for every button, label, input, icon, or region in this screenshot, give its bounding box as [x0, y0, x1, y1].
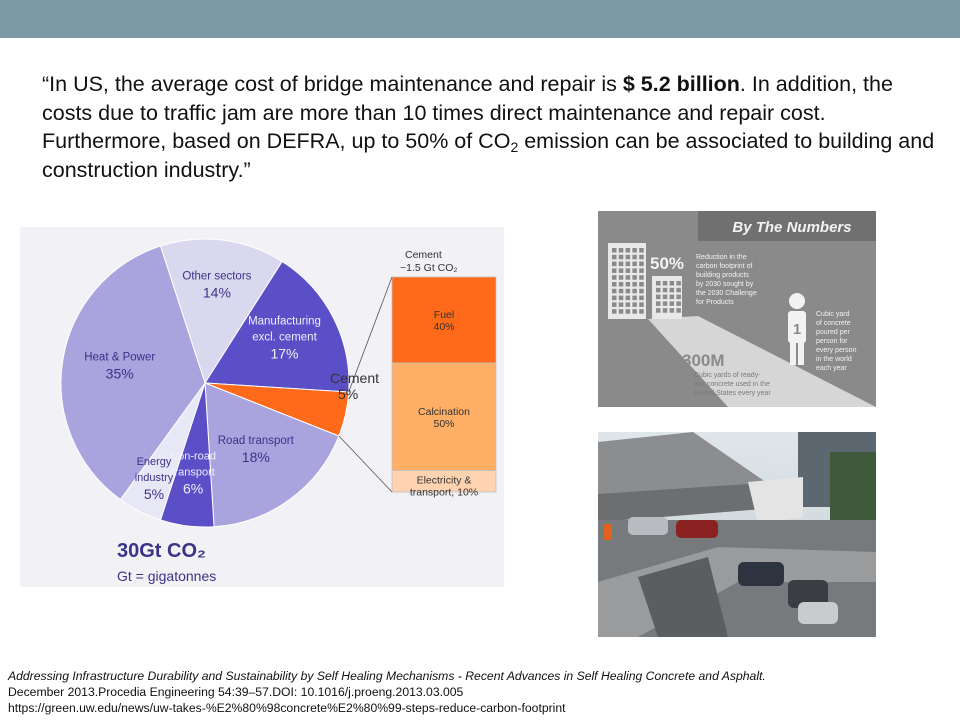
- stat-50-percent-caption: Reduction in the carbon footprint of building products by 2030 sought by the 2030 Challenge for Products: [696, 254, 757, 306]
- photo-car-1: [628, 517, 668, 535]
- photo-car-2: [676, 520, 718, 538]
- building-icon: [608, 243, 646, 319]
- by-the-numbers-infographic: [598, 211, 876, 407]
- title-bar: [0, 0, 960, 38]
- photo-car-5: [798, 602, 838, 624]
- chart-unit-note: Gt = gigatonnes: [117, 568, 217, 584]
- stat-300m: 300M: [682, 351, 725, 370]
- building-small-icon: [652, 276, 682, 319]
- photo-cone: [604, 524, 612, 540]
- pie-label-cement: Cement 5%: [330, 370, 380, 402]
- chart-total-label: 30Gt CO₂: [117, 540, 206, 562]
- co2-emissions-pie-chart: [20, 227, 504, 587]
- person-caption: Cubic yard of concrete poured per person for every person in the world each year: [816, 311, 857, 372]
- breakdown-label-fuel: Fuel 40%: [433, 309, 455, 333]
- quote-part-3: emission can be associated to building and construction industry.”: [42, 129, 935, 182]
- photo-car-3: [738, 562, 784, 586]
- pie-label-non-road-transport: Non-road transport 6%: [170, 450, 217, 497]
- breakdown-title: Cement ~1.5 Gt CO₂: [400, 249, 458, 274]
- reference-citation: December 2013.Procedia Engineering 54:39–57.DOI: 10.1016/j.proeng.2013.03.005: [8, 685, 464, 699]
- pie-label-manufacturing-excl-cement: Manufacturing excl. cement 17%: [248, 315, 321, 362]
- quote-subscript: 2: [510, 139, 519, 155]
- breakdown-label-electricity-transport: Electricity & transport, 10%: [409, 474, 479, 499]
- quote-bold-amount: $ 5.2 billion: [622, 72, 740, 96]
- stat-300m-caption: Cubic yards of ready-mix concrete used in the United States every year: [694, 372, 771, 397]
- pie-label-heat-power: Heat & Power 35%: [84, 351, 156, 382]
- quote-part-1: “In US, the average cost of bridge maintenance and repair is: [42, 72, 623, 96]
- pie-label-road-transport: Road transport 18%: [217, 434, 294, 465]
- quote-text: [42, 70, 942, 184]
- pie-label-other-sectors: Other sectors 14%: [182, 270, 252, 301]
- collapsed-bridge-photo: [598, 432, 876, 637]
- reference-url: https://green.uw.edu/news/uw-takes-%E2%80%98concrete%E2%80%99-steps-reduce-carbon-footprint: [8, 701, 566, 715]
- reference-title: Addressing Infrastructure Durability and Sustainability by Self Healing Mechanisms - Recent Advances in Self Healing Concrete and Asphalt.: [8, 669, 766, 683]
- person-number: 1: [792, 321, 802, 338]
- pie-label-energy-industry: Energy industry 5%: [134, 456, 174, 503]
- references: [8, 668, 948, 716]
- infographic-title: By The Numbers: [732, 219, 852, 236]
- stat-50-percent: 50%: [650, 254, 685, 273]
- breakdown-label-calcination: Calcination 50%: [418, 405, 470, 430]
- quote-part-2: . In addition, the costs due to traffic jam are more than 10 times direct maintenance and repair cost. Furthermore, based on DEFRA, up to 50% of CO: [42, 72, 893, 153]
